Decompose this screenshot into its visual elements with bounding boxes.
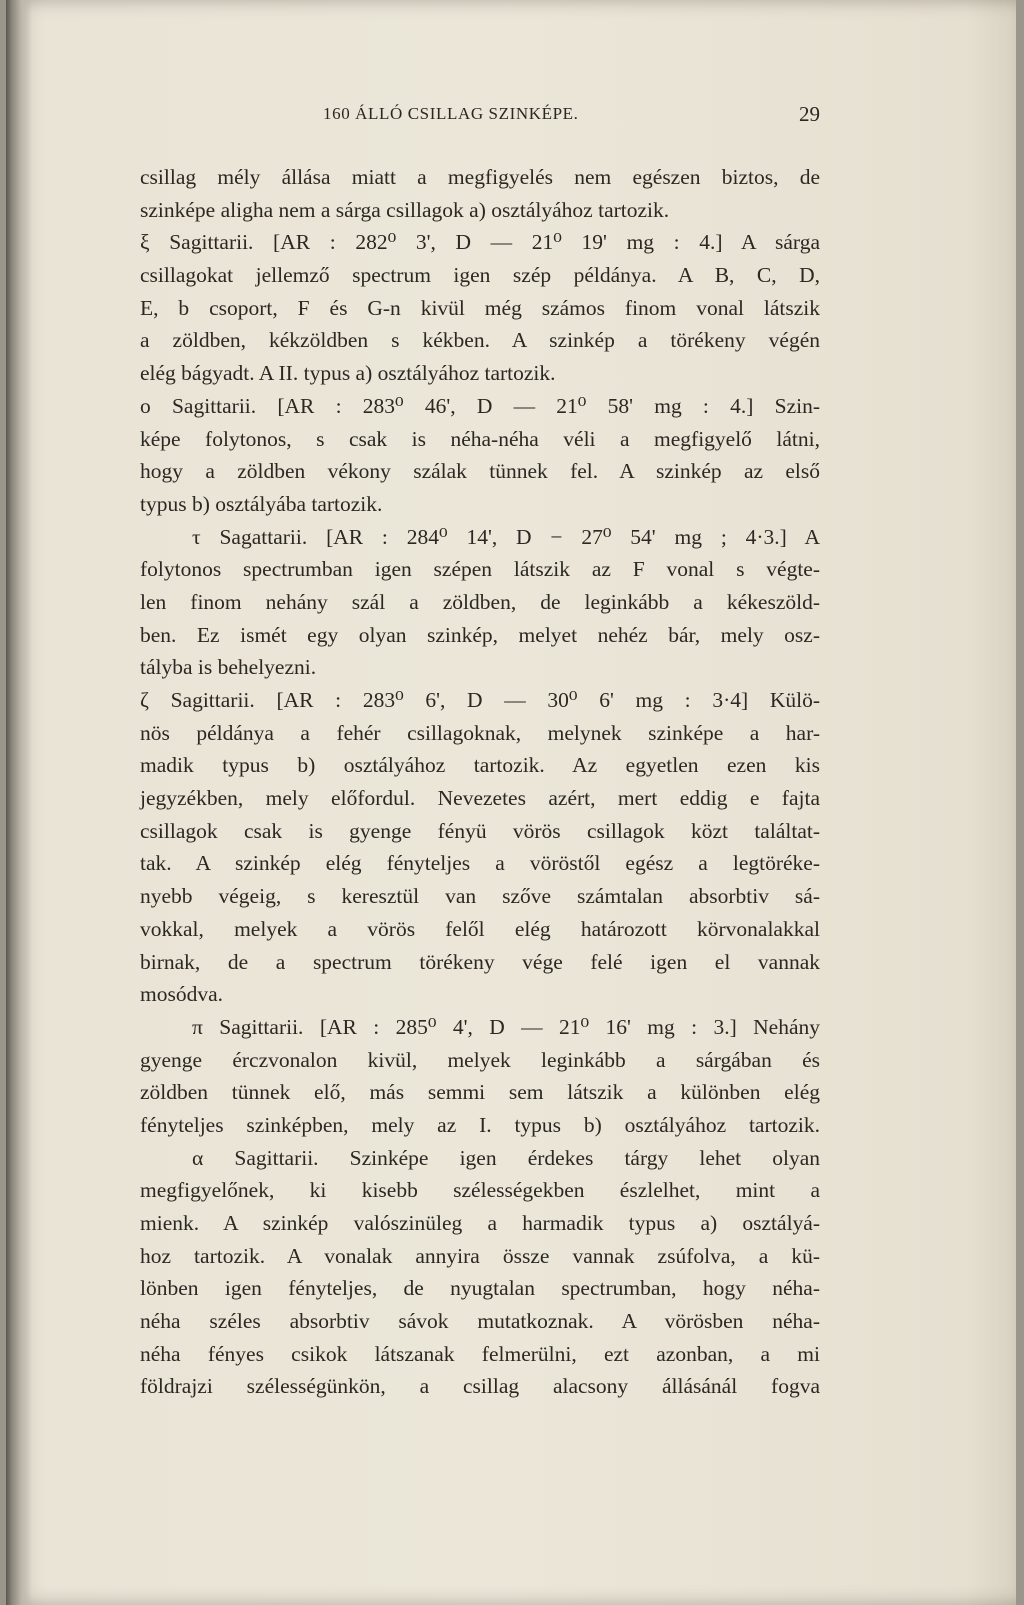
text-line: szinképe aligha nem a sárga csillagok a) osztályához tartozik.	[140, 197, 670, 222]
text-line: o Sagittarii. [AR : 283⁰ 46', D — 21⁰ 58' mg : 4.] Szin-	[140, 393, 820, 418]
text-line: mienk. A szinkép valószinüleg a harmadik typus a) osztályá-	[140, 1211, 820, 1235]
text-line: hogy a zöldben vékony szálak tünnek fel. A szinkép az első	[140, 459, 820, 484]
text-line: csillag mély állása miatt a megfigyelés nem egészen biztos, de	[140, 165, 820, 189]
text-line: typus b) osztályába tartozik.	[140, 491, 383, 516]
text-line: csillagokat jellemző spectrum igen szép példánya. A B, C, D,	[140, 263, 820, 288]
text-line: τ Sagattarii. [AR : 284⁰ 14', D − 27⁰ 54' mg ; 4·3.] A	[192, 524, 820, 549]
running-head: 160 ÁLLÓ CSILLAG SZINKÉPE.	[323, 104, 579, 123]
text-line: nös példánya a fehér csillagoknak, melynek szinképe a har-	[140, 720, 820, 745]
text-line: néha széles absorbtiv sávok mutatkoznak. A vörösben néha-	[140, 1309, 820, 1334]
text-line: ben. Ez ismét egy olyan szinkép, melyet nehéz bár, mely osz-	[140, 622, 820, 647]
text-line: ξ Sagittarii. [AR : 282⁰ 3', D — 21⁰ 19' mg : 4.] A sárga	[140, 230, 820, 255]
text-line: elég bágyadt. A II. typus a) osztályához tartozik.	[140, 361, 556, 386]
binding-edge	[6, 0, 32, 1605]
text-line: képe folytonos, s csak is néha-néha véli a megfigyelő látni,	[140, 426, 820, 451]
text-line: α Sagittarii. Szinképe igen érdekes tárgy lehet olyan	[192, 1145, 820, 1170]
text-line: tályba is behelyezni.	[140, 655, 317, 680]
text-line: a zöldben, kékzöldben s kékben. A szinkép a törékeny végén	[140, 328, 820, 353]
text-line: vokkal, melyek a vörös felől elég határozott körvonalakkal	[140, 916, 820, 941]
text-line: len finom nehány szál a zöldben, de leginkább a kékeszöld-	[140, 589, 820, 614]
text-line: jegyzékben, mely előfordul. Nevezetes azért, mert eddig e fajta	[140, 786, 820, 811]
text-line: megfigyelőnek, ki kisebb szélességekben észlelhet, mint a	[140, 1178, 820, 1203]
text-line: π Sagittarii. [AR : 285⁰ 4', D — 21⁰ 16' mg : 3.] Nehány	[192, 1014, 820, 1039]
text-line: mosódva.	[140, 982, 224, 1007]
body-text	[140, 161, 820, 1403]
text-line: hoz tartozik. A vonalak annyira össze vannak zsúfolva, a kü-	[140, 1243, 820, 1268]
text-line: E, b csoport, F és G-n kivül még számos finom vonal látszik	[140, 295, 820, 320]
book-page	[6, 0, 1016, 1605]
text-line: földrajzi szélességünkön, a csillag alacsony állásánál fogva	[140, 1374, 820, 1399]
page-number: 29	[799, 102, 820, 126]
text-line: ζ Sagittarii. [AR : 283⁰ 6', D — 30⁰ 6' mg : 3·4] Külö-	[140, 688, 820, 712]
text-line: néha fényes csikok látszanak felmerülni, ezt azonban, a mi	[140, 1341, 820, 1366]
text-line: gyenge érczvonalon kivül, melyek leginkább a sárgában és	[140, 1047, 820, 1072]
page-header	[140, 104, 820, 134]
text-line: tak. A szinkép elég fényteljes a vöröstől egész a legtöréke-	[140, 851, 820, 876]
text-line: madik typus b) osztályához tartozik. Az egyetlen ezen kis	[140, 753, 820, 778]
text-line: fényteljes szinképben, mely az I. typus b) osztályához tartozik.	[140, 1112, 820, 1137]
text-line: zöldben tünnek elő, más semmi sem látszik a különben elég	[140, 1080, 820, 1105]
text-line: folytonos spectrumban igen szépen látszik az F vonal s végte-	[140, 557, 820, 582]
text-line: csillagok csak is gyenge fényü vörös csillagok közt találtat-	[140, 818, 820, 843]
text-line: birnak, de a spectrum törékeny vége felé igen el vannak	[140, 949, 820, 974]
text-line: nyebb végeig, s keresztül van szőve számtalan absorbtiv sá-	[140, 884, 820, 909]
text-line: lönben igen fényteljes, de nyugtalan spectrumban, hogy néha-	[140, 1276, 820, 1301]
